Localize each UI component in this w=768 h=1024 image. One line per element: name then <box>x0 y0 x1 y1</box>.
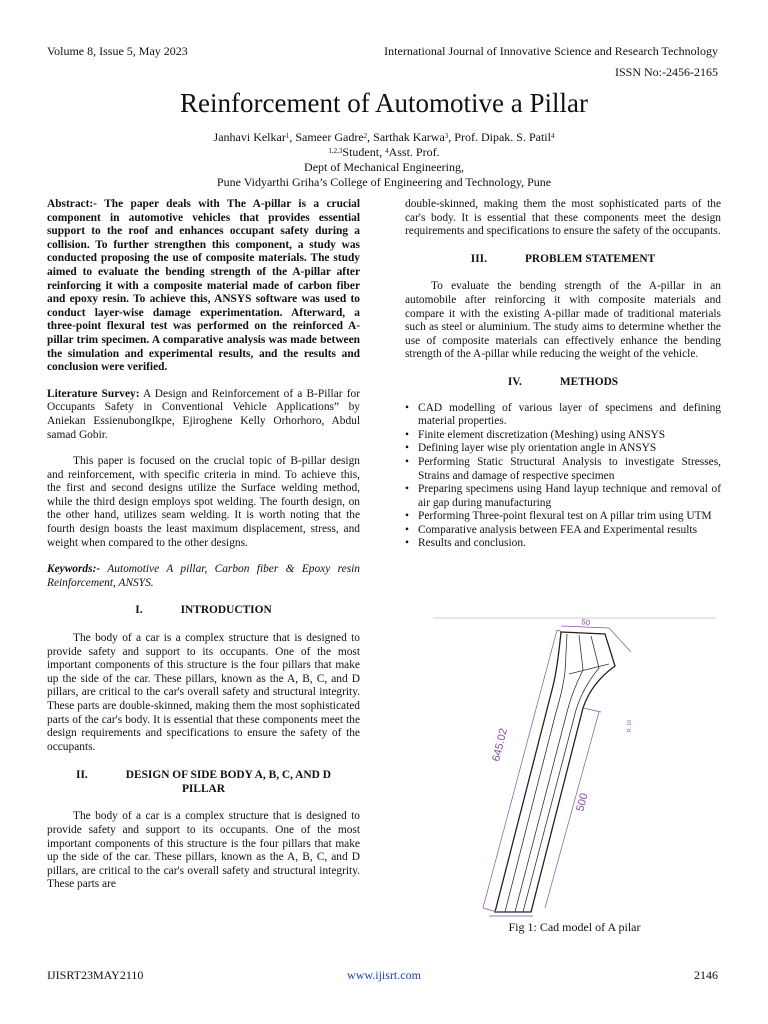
dimension-label-long: 645.02 <box>490 727 511 763</box>
pillar-profile-line <box>505 634 567 912</box>
section-number: IV. <box>507 375 522 388</box>
section-number: III. <box>470 252 487 265</box>
paper-id: IJISRT23MAY2110 <box>47 968 144 982</box>
dimension-extension <box>583 708 601 712</box>
affiliation-mark: 1,2,3 <box>328 147 343 155</box>
section-title-line <box>47 768 360 782</box>
volume-info: Volume 8, Issue 5, May 2023 <box>47 44 188 58</box>
issn: ISSN No:-2456-2165 <box>614 65 718 79</box>
section-title: PROBLEM STATEMENT <box>524 252 656 265</box>
list-item: • Comparative analysis between FEA and Experimental results <box>405 524 721 538</box>
author-name: Prof. Dipak. S. Patil <box>454 130 551 144</box>
author-name: Janhavi Kelkar <box>213 130 286 144</box>
role-professor: Asst. Prof. <box>388 145 440 159</box>
methods-list <box>405 402 721 552</box>
abstract-text: The paper deals with The A-pillar is a crucial component in automotive vehicles that provides essential support to the roof and enhances occupant safety during a collision. To further strengthen this component, a study was conducted proposing the use of composite materials. The study aimed to evaluate the bending strength of the A-pillar after reinforcing it with a composite material made of carbon fiber and epoxy resin. To achieve this, ANSYS software was used to conduct layer-wise damage experimentation. Afterward, a three-point flexural test was performed on the reinforced A-pillar trim specimen. A comparative analysis was made between the simulation and experimental results, and the results and conclusion were verified. <box>47 198 360 374</box>
author-name: Sameer Gadre <box>295 130 364 144</box>
list-item: • Preparing specimens using Hand layup technique and removal of air gap during manufacturing <box>405 483 721 510</box>
pillar-edge-line <box>569 664 609 674</box>
list-item: • Performing Static Structural Analysis to investigate Stresses, Strains and damage of respective specimen <box>405 456 721 483</box>
list-item: • Results and conclusion. <box>405 537 721 551</box>
section-heading-methods <box>405 376 721 390</box>
affiliation-mark: 4 <box>550 132 555 140</box>
affiliation-mark: 1 <box>285 132 290 140</box>
author-block <box>0 130 768 190</box>
keywords-text: Automotive A pillar, Carbon fiber & Epoxy resin Reinforcement, ANSYS. <box>47 563 360 589</box>
problem-text: To evaluate the bending strength of the A-pillar in an automobile after reinforcing it with composite materials and compare it with the existing A-pillar made of traditional materials such as steel or aluminium. The study aims to determine whether the use of composite materials can effectively enhance the bending strength of the A-pillar while reducing the weight of the vehicle. <box>405 280 721 361</box>
affiliation-mark: 2 <box>363 132 368 140</box>
section-title: METHODS <box>559 375 619 388</box>
journal-name: International Journal of Innovative Science and Research Technology <box>384 44 718 58</box>
role-student: Student, <box>342 145 386 159</box>
abstract-label: Abstract:- <box>47 198 97 210</box>
list-item: • Performing Three-point flexural test on A pillar trim using UTM <box>405 510 721 524</box>
author-roles <box>0 145 768 160</box>
section-heading-introduction <box>47 604 360 618</box>
keywords-label: Keywords:- <box>47 563 101 576</box>
abstract <box>47 198 360 375</box>
dimension-label-top: 50 <box>580 617 591 628</box>
affiliation-mark: 4 <box>385 147 389 155</box>
journal-url-link[interactable]: www.ijisrt.com <box>347 968 421 982</box>
dimension-extension <box>557 630 563 632</box>
list-item: • CAD modelling of various layer of specimens and defining material properties. <box>405 402 721 429</box>
design-text: The body of a car is a complex structure that is designed to provide safety and support to its occupants. One of the most important components of this structure is the four pillars that make up the side of the car. These pillars, known as the A, B, C, and D pillars, are critical to the car's overall safety and structural integrity. These parts are <box>47 810 360 891</box>
author-name: Sarthak Karwa <box>373 130 445 144</box>
keywords <box>47 563 360 590</box>
list-item: • Finite element discretization (Meshing) using ANSYS <box>405 429 721 443</box>
figure-caption: Fig 1: Cad model of A pilar <box>508 920 641 934</box>
page-number: 2146 <box>694 968 718 982</box>
left-column <box>47 198 360 892</box>
a-pillar-drawing <box>433 612 716 917</box>
department: Dept of Mechanical Engineering, <box>304 160 464 174</box>
section-title: DESIGN OF SIDE BODY A, B, C, AND D <box>125 769 331 782</box>
paper-title: Reinforcement of Automotive a Pillar <box>180 88 588 118</box>
right-column <box>405 198 721 551</box>
pillar-outline <box>495 632 615 912</box>
section-title: INTRODUCTION <box>180 604 272 617</box>
literature-text: A Design and Reinforcement of a B-Pillar for Occupants Safety in Conventional Vehicle Applications” by Aniekan EssienubongIkpe, Ejiroghene Kelly Orhorhoro, Abdul samad Gobir. <box>47 387 360 441</box>
section-number: II. <box>76 769 88 782</box>
section-heading-problem <box>405 253 721 267</box>
pillar-profile-line <box>515 635 583 912</box>
dimension-line-mid <box>545 712 599 908</box>
list-item: • Defining layer wise ply orientation angle in ANSYS <box>405 442 721 456</box>
pillar-profile-line <box>523 636 599 912</box>
college: Pune Vidyarthi Griha’s College of Engineering and Technology, Pune <box>216 175 552 189</box>
section-heading-design <box>47 768 360 796</box>
section-number: I. <box>135 604 143 617</box>
dimension-label-mid: 500 <box>574 791 591 813</box>
affiliation-mark: 3 <box>444 132 449 140</box>
literature-survey <box>47 388 360 442</box>
dimension-line-corner <box>609 628 631 652</box>
literature-paragraph: This paper is focused on the crucial topic of B-pillar design and reinforcement, with specific criteria in mind. To achieve this, the first and second designs utilize the Surface welding method, while the third design employs spot welding. The fourth design, on the other hand, utilizes seam welding. It is worth noting that the fourth design boasts the least maximum displacement, stress, and weight when compared to the other designs. <box>47 455 360 549</box>
cad-figure <box>433 612 716 917</box>
dimension-label-small: R. 10 <box>627 720 633 732</box>
literature-label: Literature Survey: <box>47 387 140 400</box>
dimension-line-long <box>483 630 557 908</box>
section-title-line: PILLAR <box>181 783 226 796</box>
introduction-text: The body of a car is a complex structure that is designed to provide safety and support to its occupants. One of the most important components of this structure is the four pillars that make up the side of the car. These pillars, known as the A, B, C, and D pillars, are critical to the car's overall safety and structural integrity. These parts are double-skinned, making them the most sophisticated parts of the car's body. It is essential that these components meet the design requirements and specifications to ensure the safety of the occupants. <box>47 632 360 753</box>
author-list: Janhavi Kelkar$^1$, Sameer Gadre$^2$, Sarthak Karwa$^3$, Prof. Dipak. S. Patil$^4$ <box>213 130 555 144</box>
design-text-continued: double-skinned, making them the most sophisticated parts of the car's body. It is essential that these components meet the design requirements and specifications to ensure the safety of the occupants. <box>405 198 721 238</box>
